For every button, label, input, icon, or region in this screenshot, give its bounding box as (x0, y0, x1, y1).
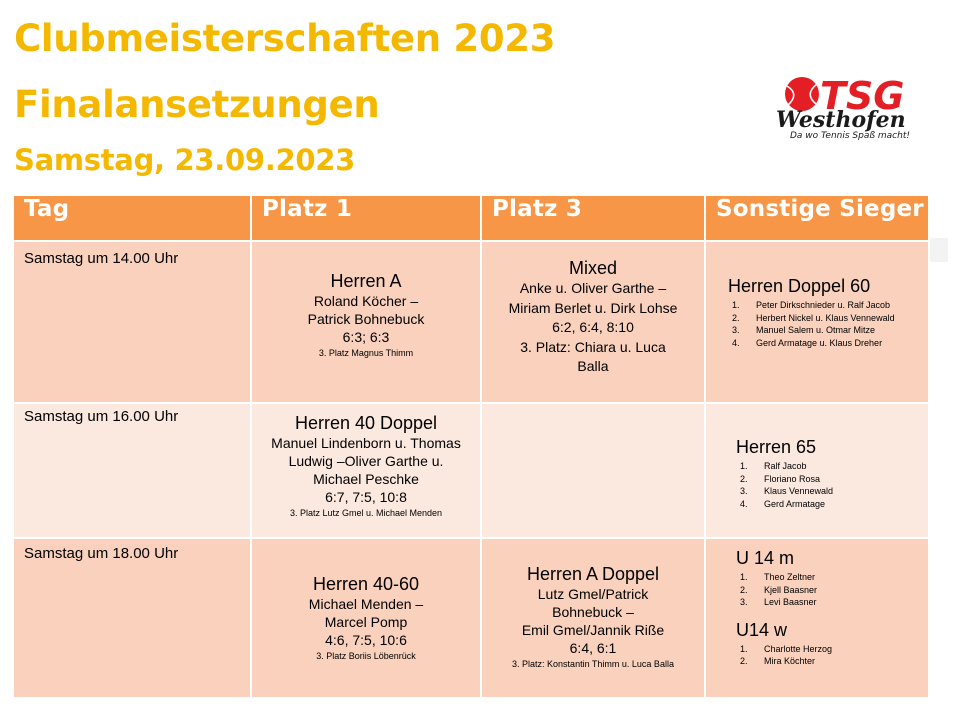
cell-platz-3 (481, 241, 705, 403)
title-finalansetzungen: Finalansetzungen (14, 83, 380, 126)
winner-list (740, 571, 928, 609)
logo-slogan: Da wo Tennis Spaß macht! (790, 131, 910, 141)
match-line: Lutz Gmel/Patrick (537, 586, 649, 602)
cell-sonstige (705, 538, 929, 698)
list-item: 2. Mira Köchter (740, 656, 816, 666)
match-title: Herren 40 Doppel (294, 413, 438, 433)
cell-platz-1 (251, 403, 481, 538)
match-line: Ludwig –Oliver Garthe u. (288, 453, 444, 469)
time-label: Samstag um 14.00 Uhr (24, 250, 179, 267)
match-line: Roland Köcher – (313, 293, 419, 309)
list-item: 3. Klaus Vennewald (740, 486, 834, 496)
list-item: 2. Floriano Rosa (740, 473, 821, 484)
table-header-row (13, 195, 929, 241)
third-place: 3. Platz: Chiara u. Luca (520, 338, 666, 355)
table-row (13, 538, 929, 698)
header-platz-3: Platz 3 (481, 195, 705, 241)
table-row (13, 403, 929, 538)
match-line: Marcel Pomp (324, 614, 408, 630)
match-line: Miriam Berlet u. Dirk Lohse (508, 299, 678, 316)
match-line: Bohnebuck – (552, 604, 634, 620)
category-title: Herren 65 (736, 437, 817, 457)
cell-tag (13, 538, 251, 698)
match-line: Anke u. Oliver Garthe – (519, 280, 667, 296)
time-label: Samstag um 18.00 Uhr (24, 545, 179, 562)
cell-platz-1 (251, 241, 481, 403)
winner-list (740, 460, 928, 510)
logo-place: Westhofen (776, 107, 906, 133)
match-title: Herren 40-60 (312, 574, 420, 594)
match-title: Mixed (568, 258, 617, 278)
match-line: Michael Peschke (313, 471, 419, 487)
match-line: Emil Gmel/Jannik Riße (521, 622, 665, 638)
cell-tag (13, 241, 251, 403)
list-item: 2. Kjell Baasner (740, 584, 818, 595)
list-item: 3. Levi Baasner (740, 597, 817, 607)
third-place: 3. Platz Magnus Thimm (318, 348, 414, 358)
match-title: Herren A Doppel (526, 564, 660, 584)
list-item: 1. Peter Dirkschnieder u. Ralf Jacob (732, 300, 891, 310)
cell-tag (13, 403, 251, 538)
list-item: 1. Theo Zeltner (740, 572, 816, 582)
cell-platz-3 (481, 538, 705, 698)
tsg-logo (770, 72, 940, 142)
match-line: Manuel Lindenborn u. Thomas (271, 435, 461, 451)
cell-platz-1 (251, 538, 481, 698)
schedule-table (12, 194, 930, 699)
third-place: 3. Platz Lutz Gmel u. Michael Menden (289, 508, 443, 518)
winner-list (732, 299, 928, 349)
category-title: Herren Doppel 60 (728, 276, 871, 296)
match-line: Patrick Bohnebuck (307, 311, 425, 327)
title-clubmeisterschaften: Clubmeisterschaften 2023 (14, 17, 556, 60)
match-line: Michael Menden – (308, 596, 424, 612)
match-score: 4:6, 7:5, 10:6 (325, 632, 407, 648)
header-sonstige-sieger: Sonstige Sieger (705, 195, 929, 241)
table-row (13, 241, 929, 403)
header-tag: Tag (13, 195, 251, 241)
list-item: 2. Herbert Nickel u. Klaus Vennewald (732, 312, 895, 323)
match-score: 6:4, 6:1 (569, 640, 617, 656)
category-title: U14 w (736, 619, 788, 640)
title-date: Samstag, 23.09.2023 (14, 143, 355, 177)
side-tab (930, 238, 948, 262)
cell-sonstige (705, 403, 929, 538)
cell-platz-3-empty (481, 403, 705, 538)
time-label: Samstag um 16.00 Uhr (24, 408, 179, 425)
match-score: 6:3; 6:3 (342, 329, 390, 345)
tennis-ball-icon (785, 77, 819, 111)
third-place-cont: Balla (577, 358, 609, 374)
category-title: U 14 m (736, 548, 795, 568)
header-platz-1: Platz 1 (251, 195, 481, 241)
logo-name: TSG (820, 74, 905, 118)
match-title: Herren A (330, 271, 402, 291)
list-item: 3. Manuel Salem u. Otmar Mitze (732, 325, 876, 335)
winner-list (740, 643, 928, 668)
list-item: 1. Ralf Jacob (740, 461, 807, 471)
match-score: 6:7, 7:5, 10:8 (325, 489, 407, 505)
match-score: 6:2, 6:4, 8:10 (552, 319, 634, 335)
list-item: 4. Gerd Armatage (740, 498, 826, 509)
third-place: 3. Platz: Konstantin Thimm u. Luca Balla (512, 659, 674, 669)
cell-sonstige (705, 241, 929, 403)
list-item: 4. Gerd Armatage u. Klaus Dreher (732, 337, 883, 348)
third-place: 3. Platz Boriis Löbenrück (316, 651, 416, 661)
list-item: 1. Charlotte Herzog (740, 643, 833, 654)
